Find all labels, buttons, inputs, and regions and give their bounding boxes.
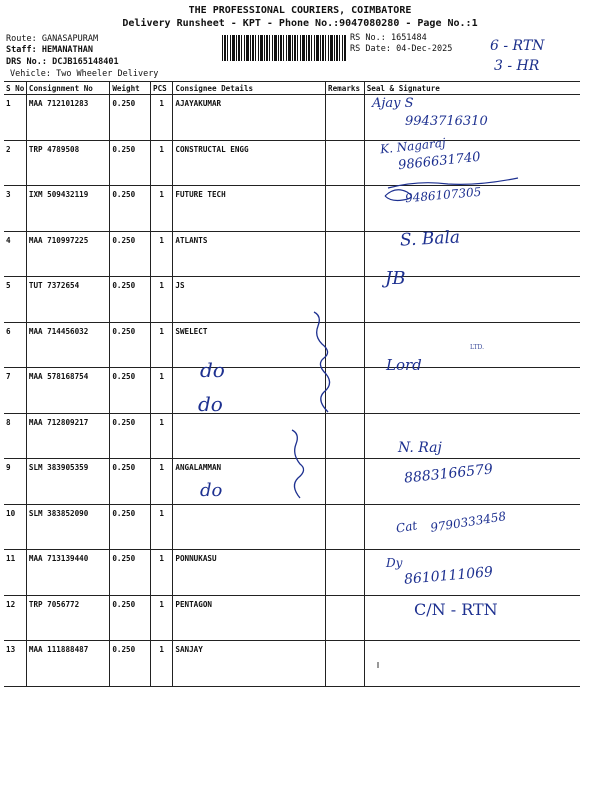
cell-remarks bbox=[326, 550, 365, 596]
cell-weight: 0.250 bbox=[110, 641, 151, 687]
cell-consignment: TRP 4789508 bbox=[26, 140, 109, 186]
cell-consignment: MAA 111888487 bbox=[26, 641, 109, 687]
cell-consignee bbox=[173, 413, 326, 459]
cell-weight: 0.250 bbox=[110, 140, 151, 186]
cell-consignee: FUTURE TECH bbox=[173, 186, 326, 232]
cell-weight: 0.250 bbox=[110, 595, 151, 641]
cell-pcs: 1 bbox=[151, 368, 173, 414]
cell-weight: 0.250 bbox=[110, 186, 151, 232]
cell-consignee: CONSTRUCTAL ENGG bbox=[173, 140, 326, 186]
cell-remarks bbox=[326, 140, 365, 186]
cell-remarks bbox=[326, 277, 365, 323]
table-row bbox=[4, 641, 580, 687]
phone-row-11: 9790333458 bbox=[429, 509, 507, 535]
cell-consignee bbox=[173, 504, 326, 550]
drs-line: DRS No.: DCJB165148401 bbox=[6, 57, 119, 67]
staff-value: HEMANATHAN bbox=[41, 45, 94, 55]
cell-sno: 8 bbox=[4, 413, 26, 459]
cell-sno: 9 bbox=[4, 459, 26, 505]
rs-date-line: RS Date: 04-Dec-2025 bbox=[350, 44, 453, 54]
handwritten-hr-count: 3 - HR bbox=[494, 58, 540, 74]
cell-pcs: 1 bbox=[151, 186, 173, 232]
rs-date-value: 04-Dec-2025 bbox=[396, 44, 453, 54]
cell-weight: 0.250 bbox=[110, 550, 151, 596]
cell-consignee: ATLANTS bbox=[173, 231, 326, 277]
drs-value: DCJB165148401 bbox=[52, 57, 119, 67]
cell-remarks bbox=[326, 595, 365, 641]
cell-sno: 6 bbox=[4, 322, 26, 368]
cell-weight: 0.250 bbox=[110, 322, 151, 368]
table-row bbox=[4, 459, 580, 505]
cell-consignee: SANJAY bbox=[173, 641, 326, 687]
cell-pcs: 1 bbox=[151, 550, 173, 596]
handwritten-cn-rtn: C/N - RTN bbox=[414, 600, 498, 619]
phone-row-3: 9486107305 bbox=[404, 184, 482, 206]
cell-consignee: ANGALAMMAN bbox=[173, 459, 326, 505]
cell-remarks bbox=[326, 95, 365, 141]
phone-row-12: 8610111069 bbox=[403, 564, 494, 588]
cell-sno: 3 bbox=[4, 186, 26, 232]
route-value: GANASAPURAM bbox=[41, 34, 99, 44]
cell-pcs: 1 bbox=[151, 504, 173, 550]
cell-remarks bbox=[326, 413, 365, 459]
stamp-text: LTD. bbox=[470, 344, 485, 351]
cell-seal bbox=[364, 641, 580, 687]
cell-sno: 11 bbox=[4, 550, 26, 596]
cell-consignee: SWELECT bbox=[173, 322, 326, 368]
cell-sno: 5 bbox=[4, 277, 26, 323]
table-row bbox=[4, 368, 580, 414]
cell-weight: 0.250 bbox=[110, 504, 151, 550]
runsheet-subtitle: Delivery Runsheet - KPT - Phone No.:9047080280 - Page No.:1 bbox=[122, 18, 478, 29]
phone-row-10: 8883166579 bbox=[403, 461, 494, 487]
cell-sno: 12 bbox=[4, 595, 26, 641]
cell-consignment: MAA 714456032 bbox=[26, 322, 109, 368]
cell-sno: 4 bbox=[4, 231, 26, 277]
rs-no-line: RS No.: 1651484 bbox=[350, 33, 427, 43]
cell-weight: 0.250 bbox=[110, 459, 151, 505]
cell-remarks bbox=[326, 368, 365, 414]
cell-weight: 0.250 bbox=[110, 95, 151, 141]
cell-consignee: PONNUKASU bbox=[173, 550, 326, 596]
cell-consignment: SLM 383905359 bbox=[26, 459, 109, 505]
cell-consignment: MAA 710997225 bbox=[26, 231, 109, 277]
cell-sno: 7 bbox=[4, 368, 26, 414]
ditto-row-7: do bbox=[200, 358, 225, 382]
table-row bbox=[4, 550, 580, 596]
cell-weight: 0.250 bbox=[110, 277, 151, 323]
signature-row-1: Ajay S bbox=[372, 96, 414, 111]
cell-weight: 0.250 bbox=[110, 368, 151, 414]
cell-pcs: 1 bbox=[151, 231, 173, 277]
table-row bbox=[4, 186, 580, 232]
cell-pcs: 1 bbox=[151, 413, 173, 459]
rs-no-value: 1651484 bbox=[390, 33, 427, 43]
route-line: Route: GANASAPURAM bbox=[6, 34, 99, 44]
barcode bbox=[222, 35, 346, 61]
cell-pcs: 1 bbox=[151, 277, 173, 323]
handwritten-rtn-count: 6 - RTN bbox=[490, 38, 545, 54]
col-remarks: Remarks bbox=[326, 82, 365, 95]
signature-row-12: Dy bbox=[386, 556, 403, 570]
cell-remarks bbox=[326, 322, 365, 368]
cell-remarks bbox=[326, 459, 365, 505]
cell-weight: 0.250 bbox=[110, 413, 151, 459]
cell-pcs: 1 bbox=[151, 322, 173, 368]
cell-seal bbox=[364, 368, 580, 414]
cell-sno: 13 bbox=[4, 641, 26, 687]
vehicle-line: Vehicle: Two Wheeler Delivery bbox=[10, 69, 159, 79]
cell-consignment: SLM 383852090 bbox=[26, 504, 109, 550]
signature-row-4: S. Bala bbox=[399, 227, 461, 251]
cell-pcs: 1 bbox=[151, 595, 173, 641]
cell-pcs: 1 bbox=[151, 459, 173, 505]
table-row bbox=[4, 140, 580, 186]
signature-row-5: JB bbox=[385, 268, 406, 289]
cell-pcs: 1 bbox=[151, 95, 173, 141]
ditto-row-8: do bbox=[198, 392, 223, 416]
cell-consignment: MAA 713139440 bbox=[26, 550, 109, 596]
cell-consignment: MAA 578168754 bbox=[26, 368, 109, 414]
cell-consignment: IXM 509432119 bbox=[26, 186, 109, 232]
phone-row-2: 9866631740 bbox=[397, 149, 482, 174]
vehicle-value: Two Wheeler Delivery bbox=[56, 69, 159, 79]
col-consignee: Consignee Details bbox=[173, 82, 326, 95]
cell-remarks bbox=[326, 504, 365, 550]
col-pcs: PCS bbox=[151, 82, 173, 95]
signature-row-11: Cat bbox=[395, 518, 419, 536]
table-row bbox=[4, 277, 580, 323]
company-title: THE PROFESSIONAL COURIERS, COIMBATORE bbox=[188, 5, 412, 16]
col-seal: Seal & Signature bbox=[364, 82, 580, 95]
signature-row-9: N. Raj bbox=[398, 440, 442, 456]
cell-consignee: PENTAGON bbox=[173, 595, 326, 641]
signature-row-7: Lord bbox=[386, 356, 422, 374]
cell-consignment: MAA 712101283 bbox=[26, 95, 109, 141]
cell-remarks bbox=[326, 186, 365, 232]
cell-consignment: TRP 7056772 bbox=[26, 595, 109, 641]
table-row bbox=[4, 95, 580, 141]
table-row bbox=[4, 322, 580, 368]
cell-weight: 0.250 bbox=[110, 231, 151, 277]
cell-seal bbox=[364, 413, 580, 459]
cell-consignee: AJAYAKUMAR bbox=[173, 95, 326, 141]
staff-line: Staff: HEMANATHAN bbox=[6, 45, 94, 55]
table-row bbox=[4, 231, 580, 277]
cell-pcs: 1 bbox=[151, 641, 173, 687]
col-sno: S No bbox=[4, 82, 26, 95]
cell-consignee bbox=[173, 368, 326, 414]
table-row bbox=[4, 413, 580, 459]
table-header-row bbox=[4, 82, 580, 95]
cell-consignee: JS bbox=[173, 277, 326, 323]
col-consignment: Consignment No bbox=[26, 82, 109, 95]
signature-row-2: K. Nagaraj bbox=[379, 135, 447, 157]
cell-consignment: TUT 7372654 bbox=[26, 277, 109, 323]
col-weight: Weight bbox=[110, 82, 151, 95]
cell-consignment: MAA 712809217 bbox=[26, 413, 109, 459]
cell-sno: 10 bbox=[4, 504, 26, 550]
phone-row-1: 9943716310 bbox=[405, 114, 488, 129]
runsheet-table bbox=[4, 81, 580, 687]
cell-remarks bbox=[326, 231, 365, 277]
table-body bbox=[4, 95, 580, 687]
cell-sno: 2 bbox=[4, 140, 26, 186]
cell-remarks bbox=[326, 641, 365, 687]
ditto-row-10: do bbox=[200, 480, 223, 501]
cell-sno: 1 bbox=[4, 95, 26, 141]
cell-pcs: 1 bbox=[151, 140, 173, 186]
